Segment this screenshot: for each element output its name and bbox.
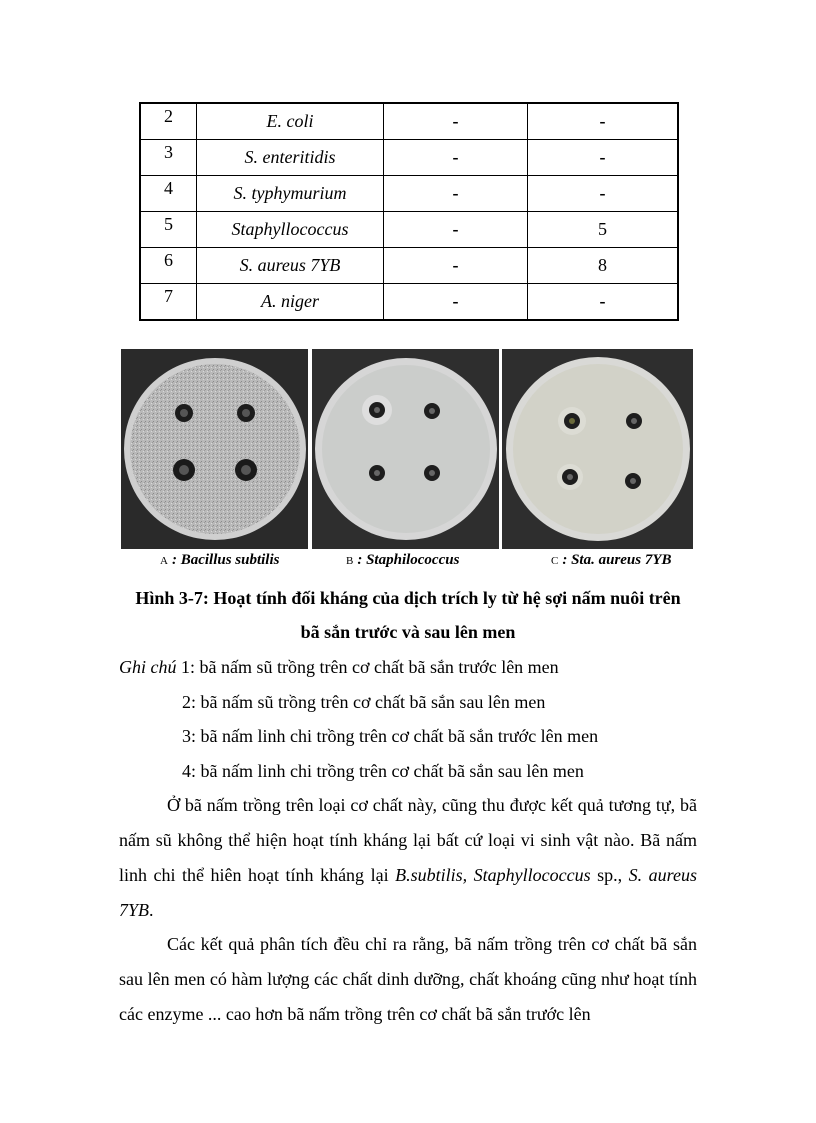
row-number: 7 (140, 284, 197, 321)
value-after: - (528, 284, 679, 321)
petri-dish-c (502, 349, 689, 549)
paragraph-italic: S. aureus 7YB (119, 865, 697, 920)
note-item: 2: bã nấm sũ trồng trên cơ chất bã sắn sau lên men (182, 692, 546, 712)
row-number: 2 (140, 103, 197, 140)
plate-label: : Bacillus subtilis (171, 552, 280, 568)
plate-letter: C (551, 555, 559, 567)
paragraph-italic: B.subtilis, Staphyllococcus (395, 865, 591, 885)
note-item: 3: bã nấm linh chi trồng trên cơ chất bã sắn trước lên men (182, 726, 599, 746)
organism-name: S. enteritidis (197, 140, 384, 176)
value-before: - (384, 103, 528, 140)
paragraph-text: Ở bã nấm trồng trên loại cơ chất này, cũng thu được kết quả tương tự, bã nấm sũ không thể hiện hoạt tính kháng lại bất cứ loại vi sinh vật nào. Bã nấm linh chi thể hiên hoạt tính kháng lại (119, 795, 697, 885)
value-after: 8 (528, 248, 679, 284)
petri-dish-a (121, 349, 308, 549)
organism-name: S. typhymurium (197, 176, 384, 212)
plate-caption-a (160, 552, 279, 569)
paragraph-2: Các kết quả phân tích đều chỉ ra rằng, bã nấm trồng trên cơ chất bã sắn sau lên men có hàm lượng các chất dinh dưỡng, chất khoáng cũng như hoạt tính các enzyme ... cao hơn bã nấm trồng trên cơ chất bã sắn trước lên (119, 934, 697, 1024)
table-row (140, 248, 678, 284)
note-line-1 (119, 657, 559, 678)
organism-name: Staphyllococcus (197, 212, 384, 248)
organism-name: S. aureus 7YB (197, 248, 384, 284)
value-after: 5 (528, 212, 679, 248)
petri-dish-b (312, 349, 499, 549)
plate-label: : Staphilococcus (357, 552, 460, 568)
organism-name: E. coli (197, 103, 384, 140)
row-number: 5 (140, 212, 197, 248)
petri-dish-figure (121, 349, 693, 549)
value-before: - (384, 176, 528, 212)
row-number: 4 (140, 176, 197, 212)
table-row (140, 103, 678, 140)
value-before: - (384, 248, 528, 284)
table-row (140, 176, 678, 212)
table-row (140, 140, 678, 176)
value-after: - (528, 176, 679, 212)
row-number: 3 (140, 140, 197, 176)
value-before: - (384, 140, 528, 176)
value-before: - (384, 284, 528, 321)
plate-letter: A (160, 555, 168, 567)
note-item: 4: bã nấm linh chi trồng trên cơ chất bã sắn sau lên men (182, 761, 584, 781)
paragraph-1 (119, 788, 697, 928)
table-row (140, 284, 678, 321)
plate-label: : Sta. aureus 7YB (562, 552, 672, 568)
value-before: - (384, 212, 528, 248)
note-item: 1: bã nấm sũ trồng trên cơ chất bã sắn trước lên men (181, 657, 559, 677)
value-after: - (528, 103, 679, 140)
paragraph-text: sp., (590, 865, 629, 885)
figure-title-line-2: bã sắn trước và sau lên men (300, 622, 516, 642)
table-row (140, 212, 678, 248)
plate-letter: B (346, 555, 354, 567)
figure-title-line-1: Hình 3-7: Hoạt tính đối kháng của dịch trích ly từ hệ sợi nấm nuôi trên (135, 588, 681, 608)
plate-caption-b (346, 552, 459, 569)
paragraph-text: . (149, 900, 154, 920)
note-label: Ghi chú (119, 657, 177, 677)
value-after: - (528, 140, 679, 176)
plate-caption-c (551, 552, 672, 569)
results-table (139, 102, 679, 321)
row-number: 6 (140, 248, 197, 284)
organism-name: A. niger (197, 284, 384, 321)
